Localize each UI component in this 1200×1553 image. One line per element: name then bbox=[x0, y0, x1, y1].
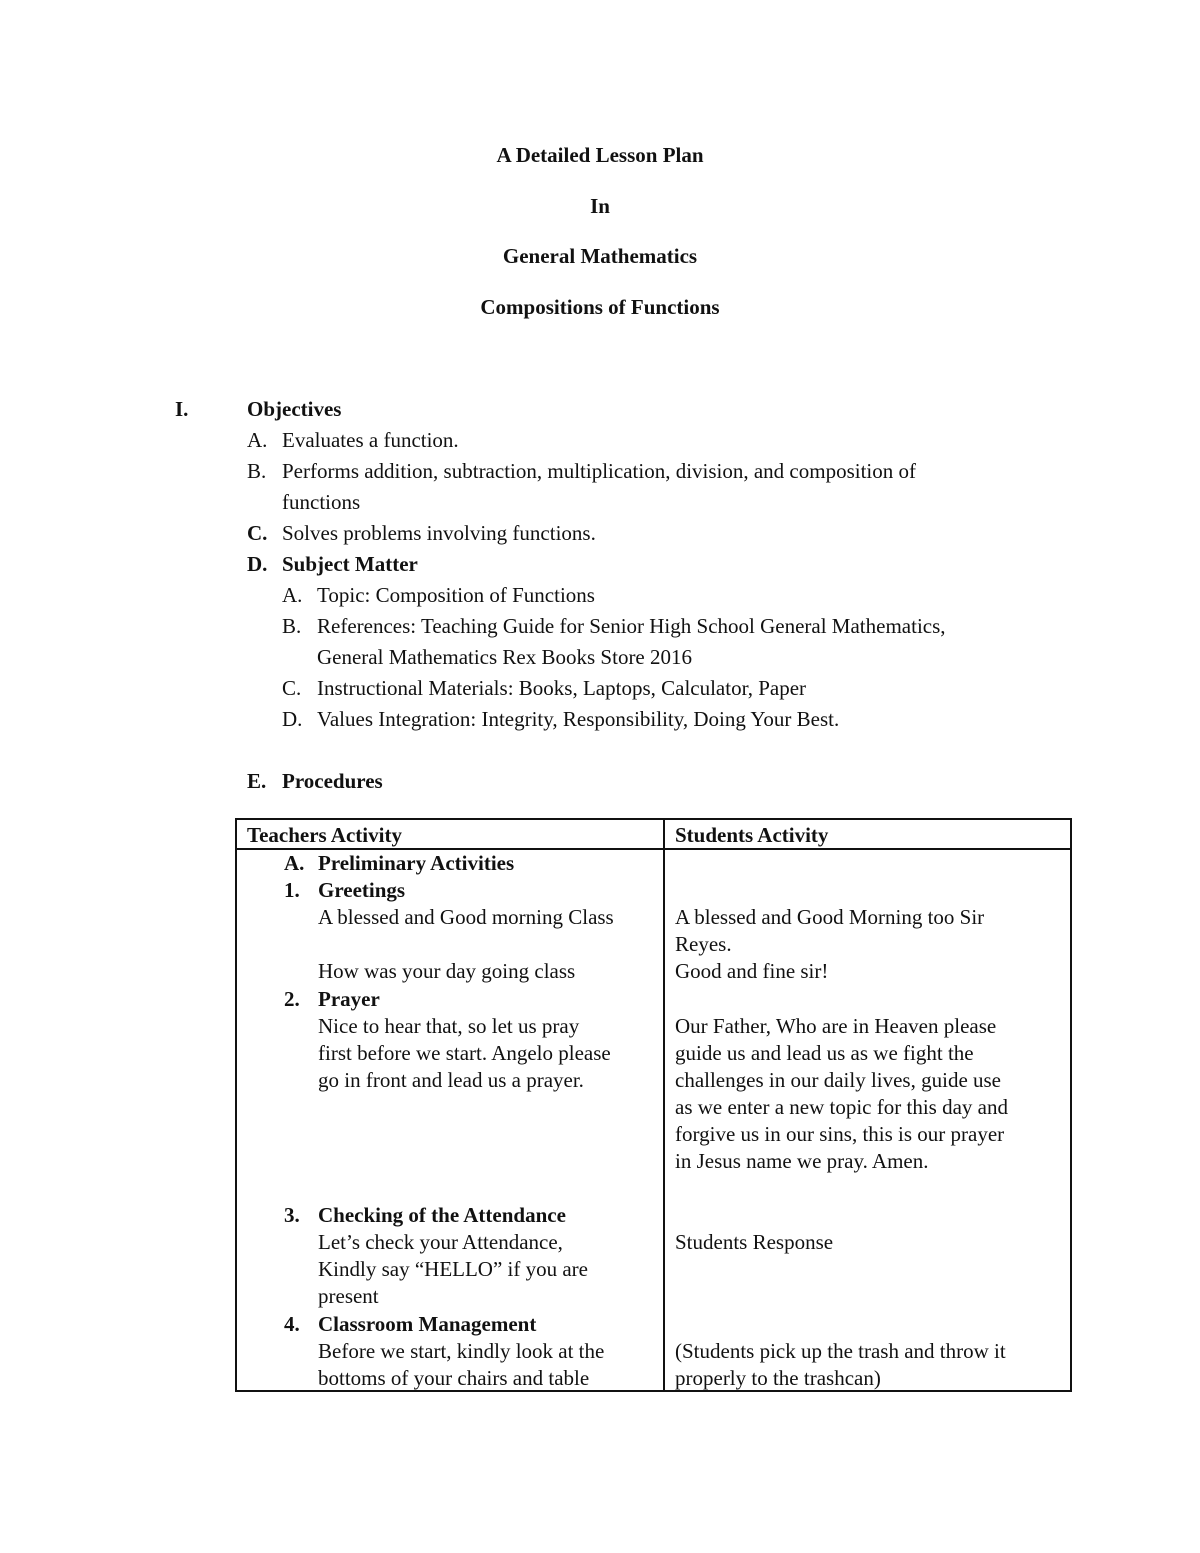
subject-matter-marker: D. bbox=[247, 552, 268, 576]
objective-text-cont: functions bbox=[282, 490, 361, 514]
objective-marker: B. bbox=[247, 459, 267, 483]
subject-marker: B. bbox=[282, 614, 302, 638]
greetings-teacher-line: A blessed and Good morning Class bbox=[318, 905, 614, 929]
greetings-student-line: A blessed and Good Morning too Sir bbox=[675, 905, 985, 929]
table-body-row bbox=[236, 849, 1071, 1391]
greetings-student-line: Reyes. bbox=[675, 932, 732, 956]
prayer-student-line: as we enter a new topic for this day and bbox=[675, 1095, 1008, 1119]
prayer-student-line: in Jesus name we pray. Amen. bbox=[675, 1149, 929, 1173]
prelim-marker: A. bbox=[284, 851, 305, 875]
subject-matter-title: Subject Matter bbox=[282, 552, 418, 576]
prayer-student-line: challenges in our daily lives, guide use bbox=[675, 1068, 1002, 1092]
greetings-teacher-line: How was your day going class bbox=[318, 959, 576, 983]
objective-text: Evaluates a function. bbox=[282, 428, 459, 452]
subject-marker: D. bbox=[282, 707, 303, 731]
teacher-activity-cell bbox=[237, 850, 663, 1390]
prayer-teacher-line: Nice to hear that, so let us pray bbox=[318, 1014, 580, 1038]
attendance-teacher-line: Kindly say “HELLO” if you are bbox=[318, 1257, 588, 1281]
attendance-title: Checking of the Attendance bbox=[318, 1203, 566, 1227]
objective-marker: A. bbox=[247, 428, 268, 452]
doc-topic: Compositions of Functions bbox=[480, 295, 720, 319]
classroom-mgmt-teacher-line: Before we start, kindly look at the bbox=[318, 1339, 605, 1363]
prelim-title: Preliminary Activities bbox=[318, 851, 515, 875]
attendance-teacher-line: Let’s check your Attendance, bbox=[318, 1230, 563, 1254]
subject-marker: C. bbox=[282, 676, 302, 700]
attendance-number: 3. bbox=[284, 1203, 300, 1227]
table-header-row bbox=[236, 819, 1071, 849]
prayer-title: Prayer bbox=[318, 987, 380, 1011]
procedures-table bbox=[235, 818, 1072, 1392]
subject-text-cont: General Mathematics Rex Books Store 2016 bbox=[317, 645, 693, 669]
greetings-title: Greetings bbox=[318, 878, 406, 902]
greetings-number: 1. bbox=[284, 878, 300, 902]
classroom-mgmt-student-line: (Students pick up the trash and throw it bbox=[675, 1339, 1006, 1363]
classroom-mgmt-student-line: properly to the trashcan) bbox=[675, 1366, 881, 1390]
doc-title: A Detailed Lesson Plan bbox=[496, 143, 704, 167]
objective-marker: C. bbox=[247, 521, 268, 545]
prayer-student-line: Our Father, Who are in Heaven please bbox=[675, 1014, 997, 1038]
section-numeral: I. bbox=[175, 397, 189, 421]
greetings-student-line: Good and fine sir! bbox=[675, 959, 829, 983]
procedures-title: Procedures bbox=[282, 769, 383, 793]
col-header-teacher: Teachers Activity bbox=[247, 823, 402, 847]
subject-marker: A. bbox=[282, 583, 303, 607]
prayer-teacher-line: first before we start. Angelo please bbox=[318, 1041, 611, 1065]
procedures-marker: E. bbox=[247, 769, 267, 793]
objective-text: Solves problems involving functions. bbox=[282, 521, 596, 545]
subject-text: References: Teaching Guide for Senior High School General Mathematics, bbox=[317, 614, 946, 638]
attendance-student-line: Students Response bbox=[675, 1230, 834, 1254]
classroom-mgmt-teacher-line: bottoms of your chairs and table bbox=[318, 1366, 590, 1390]
section-title-objectives: Objectives bbox=[247, 397, 342, 421]
doc-title-in: In bbox=[590, 194, 610, 218]
doc-subject: General Mathematics bbox=[502, 244, 698, 268]
prayer-number: 2. bbox=[284, 987, 300, 1011]
attendance-teacher-line: present bbox=[318, 1284, 379, 1308]
subject-text: Topic: Composition of Functions bbox=[317, 583, 595, 607]
classroom-mgmt-number: 4. bbox=[284, 1312, 300, 1336]
subject-text: Values Integration: Integrity, Responsibility, Doing Your Best. bbox=[317, 707, 840, 731]
subject-text: Instructional Materials: Books, Laptops, Calculator, Paper bbox=[317, 676, 807, 700]
classroom-mgmt-title: Classroom Management bbox=[318, 1312, 537, 1336]
prayer-student-line: forgive us in our sins, this is our prayer bbox=[675, 1122, 1005, 1146]
prayer-student-line: guide us and lead us as we fight the bbox=[675, 1041, 974, 1065]
prayer-teacher-line: go in front and lead us a prayer. bbox=[318, 1068, 584, 1092]
col-header-student: Students Activity bbox=[675, 823, 829, 847]
objective-text: Performs addition, subtraction, multiplication, division, and composition of bbox=[282, 459, 917, 483]
student-activity-cell bbox=[665, 850, 1070, 1390]
